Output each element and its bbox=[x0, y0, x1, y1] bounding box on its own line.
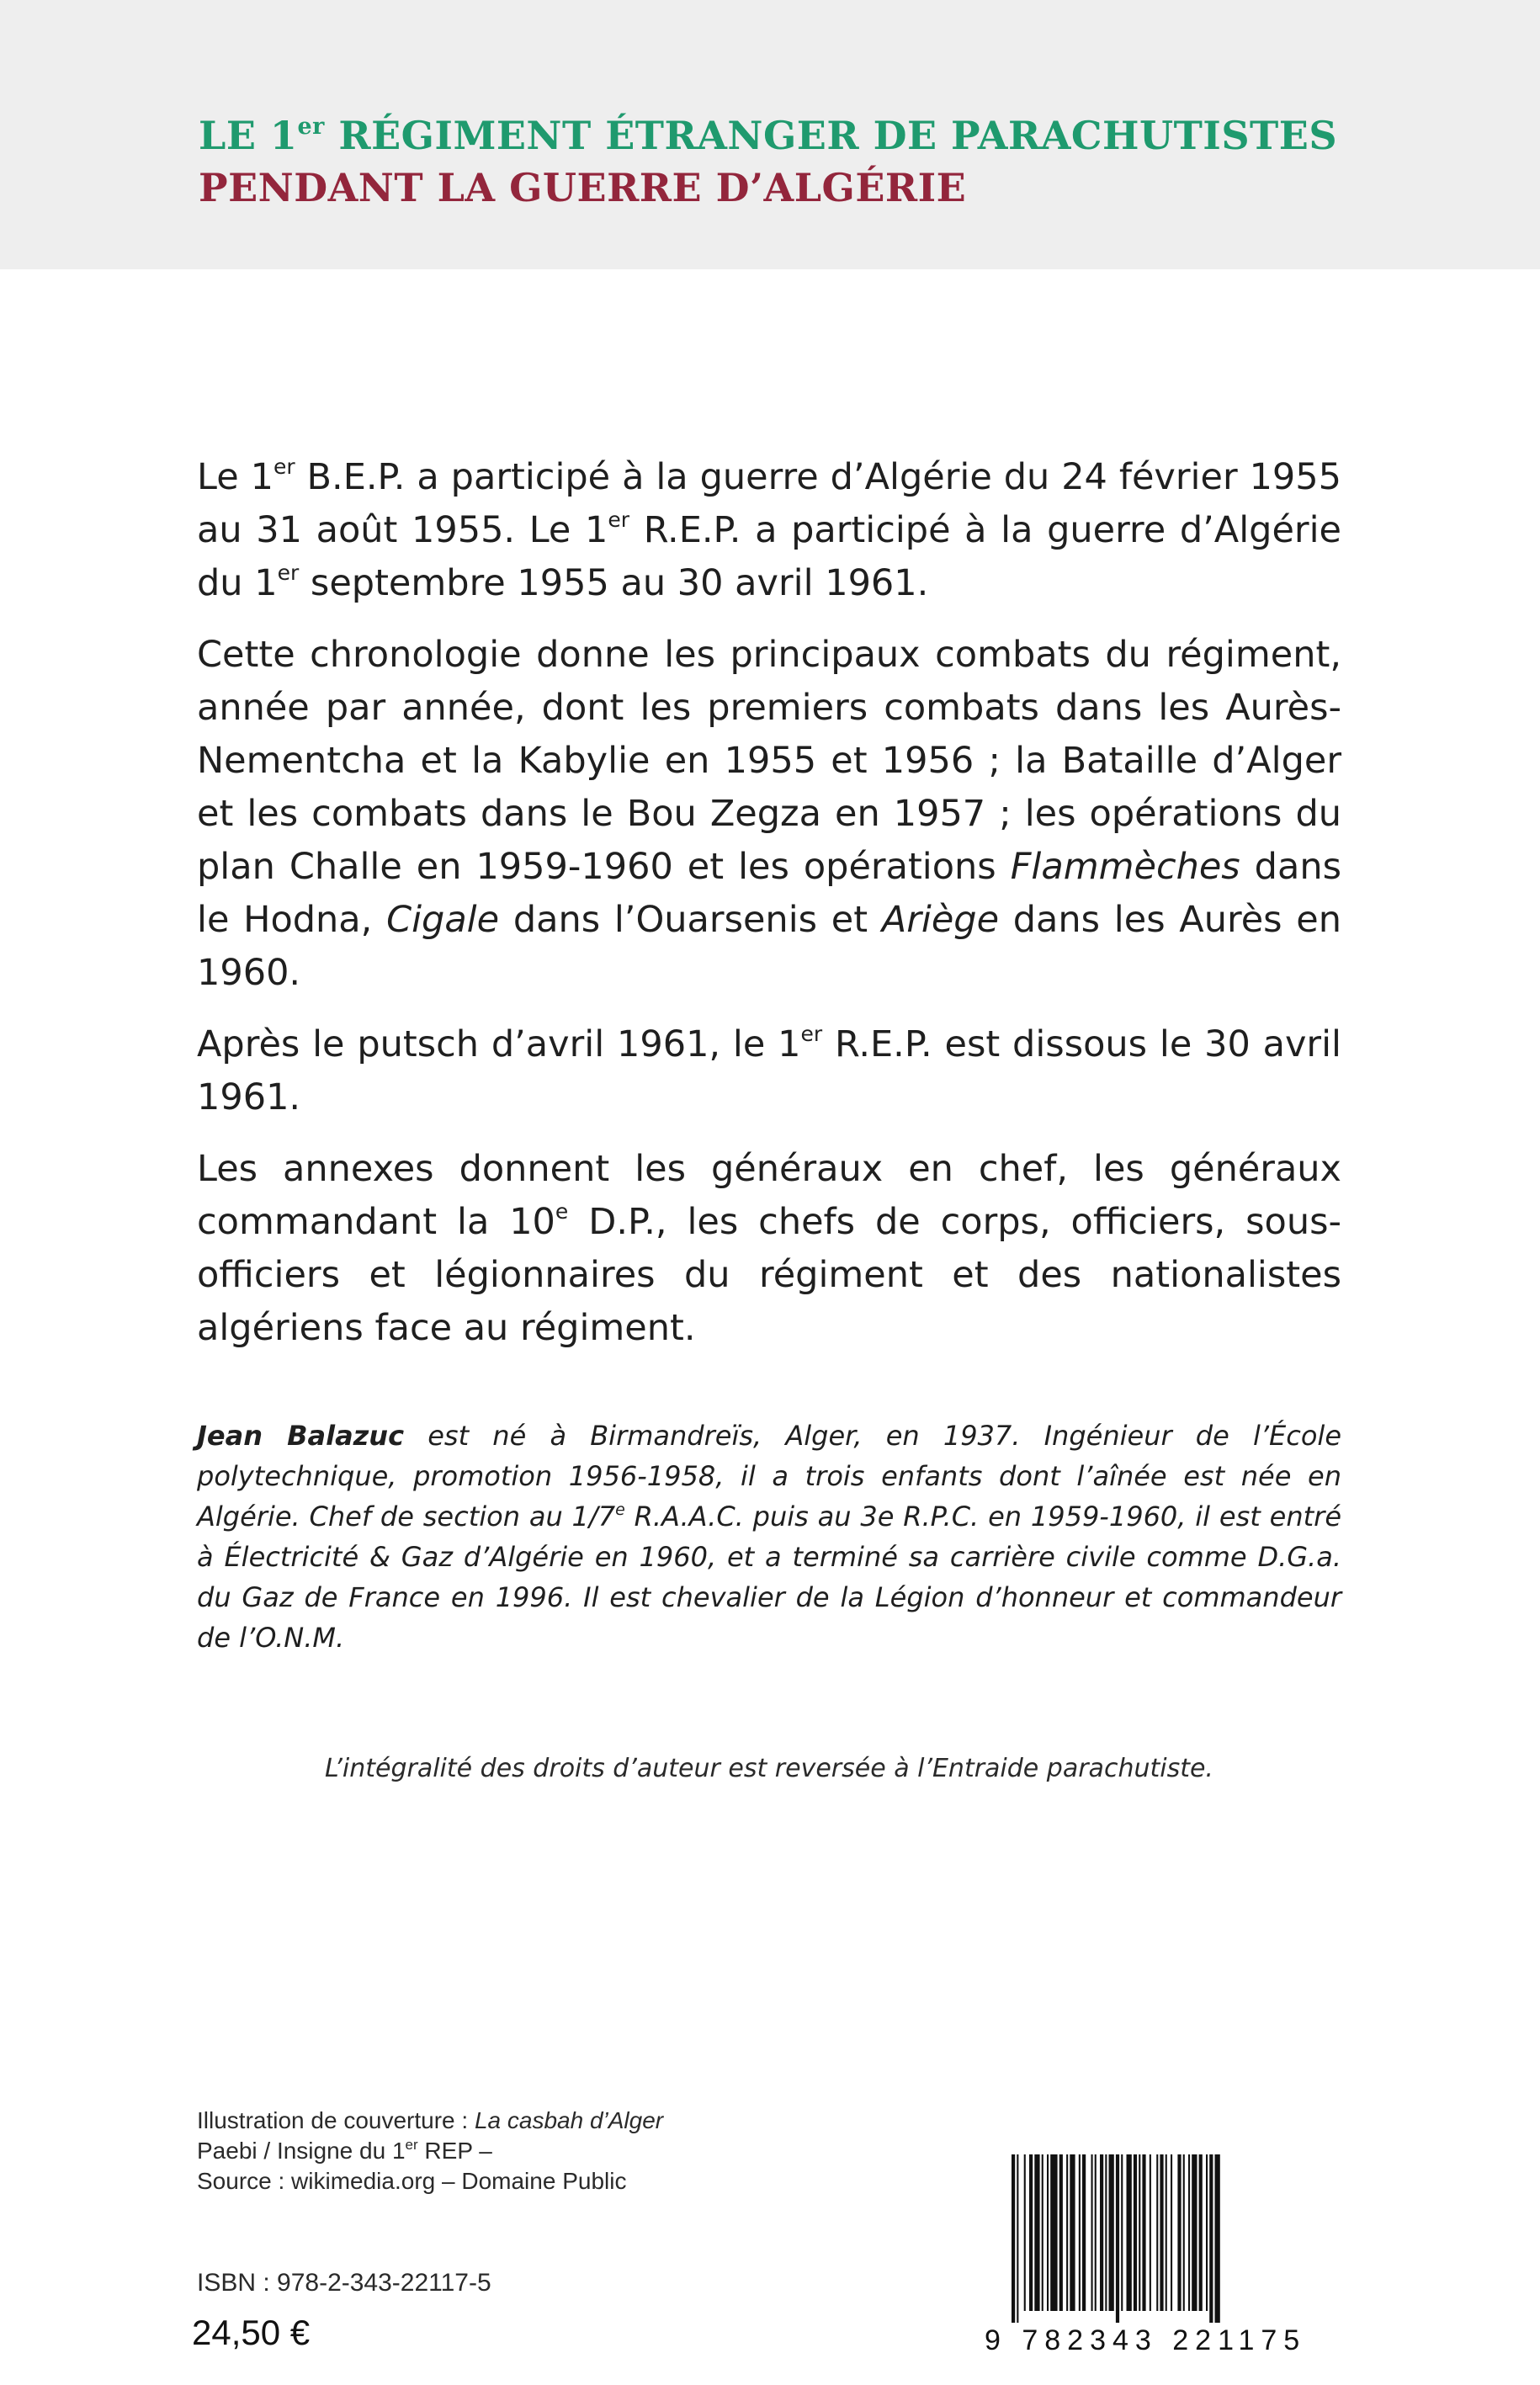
barcode-bar bbox=[1209, 2154, 1213, 2323]
summary-paragraph-3: Après le putsch d’avril 1961, le 1er R.E.P. est dissous le 30 avril 1961. bbox=[197, 1022, 1341, 1118]
title-line-2: PENDANT LA GUERRE D’ALGÉRIE bbox=[199, 165, 967, 210]
barcode-bar bbox=[1091, 2154, 1093, 2311]
barcode-bar bbox=[1150, 2154, 1151, 2311]
barcode-bar bbox=[1215, 2154, 1220, 2323]
barcode-bar bbox=[1192, 2154, 1197, 2311]
barcode-bar bbox=[1012, 2154, 1015, 2323]
isbn: ISBN : 978-2-343-22117-5 bbox=[197, 2269, 491, 2297]
barcode-bars bbox=[1012, 2154, 1220, 2323]
summary-paragraph-4: Les annexes donnent les généraux en chef, les généraux commandant la 10e D.P., les chefs de corps, officiers, sous-officiers et légionnaires du régiment et des nationalistes algériens face au régiment. bbox=[197, 1148, 1342, 1349]
credit-line-1: Illustration de couverture : La casbah d’Alger bbox=[197, 2107, 664, 2133]
rights-notice: L’intégralité des droits d’auteur est reversée à l’Entraide parachutiste. bbox=[325, 1754, 1213, 1783]
barcode-bar bbox=[1206, 2154, 1208, 2311]
title-line-1: LE 1er RÉGIMENT ÉTRANGER DE PARACHUTISTES bbox=[199, 113, 1338, 158]
barcode-bar bbox=[1116, 2154, 1119, 2323]
barcode-bar bbox=[1183, 2154, 1185, 2311]
credit-line-2: Paebi / Insigne du 1er REP – bbox=[197, 2137, 492, 2164]
book-title bbox=[199, 109, 1337, 214]
barcode-bar bbox=[1156, 2154, 1158, 2311]
barcode-bar bbox=[1199, 2154, 1203, 2311]
barcode-bar bbox=[1127, 2154, 1132, 2311]
barcode-bar bbox=[1166, 2154, 1167, 2311]
barcode-bar bbox=[1171, 2154, 1172, 2311]
barcode-bar bbox=[1160, 2154, 1163, 2311]
barcode-bar bbox=[1095, 2154, 1097, 2311]
author-bio: Jean Balazuc est né à Birmandreïs, Alger, en 1937. Ingénieur de l’École polytechnique, promotion 1956-1958, il a trois enfants dont l’aînée est née en Algérie. Chef de section au 1/7e R.A.A.C. puis au 3e R.P.C. en 1959-1960, il est entré à Électricité & Gaz d’Algérie en 1960, et a terminé sa carrière civile comme D.G.a. du Gaz de France en 1996. Il est chevalier de la Légion d’honneur et commandeur de l’O.N.M. bbox=[197, 1420, 1342, 1654]
barcode-bar bbox=[1177, 2154, 1181, 2311]
barcode-bar bbox=[1017, 2154, 1018, 2323]
barcode-bar bbox=[1079, 2154, 1081, 2311]
barcode-bar bbox=[1109, 2154, 1114, 2311]
barcode-bar bbox=[1134, 2154, 1137, 2311]
summary-paragraph-2: Cette chronologie donne les principaux combats du régiment, année par année, dont les premiers combats dans les Aurès-Nementcha et la Kabylie en 1955 et 1956 ; la Bataille d’Alger et les combats dans le Bou Zegza en 1957 ; les opérations du plan Challe en 1959-1960 et les opérations Flammèches dans le Hodna, Cigale dans l’Ouarsenis et Ariège dans les Aurès en 1960. bbox=[197, 634, 1342, 994]
barcode-bar bbox=[1070, 2154, 1075, 2311]
barcode-bar bbox=[1121, 2154, 1123, 2311]
barcode-bar bbox=[1082, 2154, 1086, 2311]
barcode-bar bbox=[1042, 2154, 1043, 2311]
barcode-bar bbox=[1066, 2154, 1068, 2311]
barcode-bar bbox=[1139, 2154, 1140, 2311]
barcode-bar bbox=[1047, 2154, 1049, 2311]
summary-text bbox=[197, 451, 1341, 1373]
barcode-bar bbox=[1100, 2154, 1103, 2311]
barcode-bar bbox=[1142, 2154, 1145, 2311]
credit-line-3: Source : wikimedia.org – Domaine Public bbox=[197, 2168, 627, 2194]
barcode-bar bbox=[1034, 2154, 1039, 2311]
summary-paragraph-1: Le 1er B.E.P. a participé à la guerre d’Algérie du 24 février 1955 au 31 août 1955. Le 1er R.E.P. a participé à la guerre d’Algérie du 1er septembre 1955 au 30 avril 1961. bbox=[197, 454, 1342, 604]
price: 24,50 € bbox=[192, 2313, 311, 2352]
barcode-bar bbox=[1024, 2154, 1026, 2311]
cover-credits bbox=[197, 2106, 887, 2196]
barcode-digits: 9 782343 221175 bbox=[985, 2324, 1307, 2356]
barcode-bar bbox=[1188, 2154, 1190, 2311]
barcode-bar bbox=[1105, 2154, 1107, 2311]
barcode-bar bbox=[1050, 2154, 1057, 2311]
barcode-bar bbox=[1059, 2154, 1063, 2311]
author-name: Jean Balazuc bbox=[197, 1420, 405, 1452]
barcode bbox=[1010, 2154, 1363, 2323]
barcode-bar bbox=[1029, 2154, 1033, 2311]
